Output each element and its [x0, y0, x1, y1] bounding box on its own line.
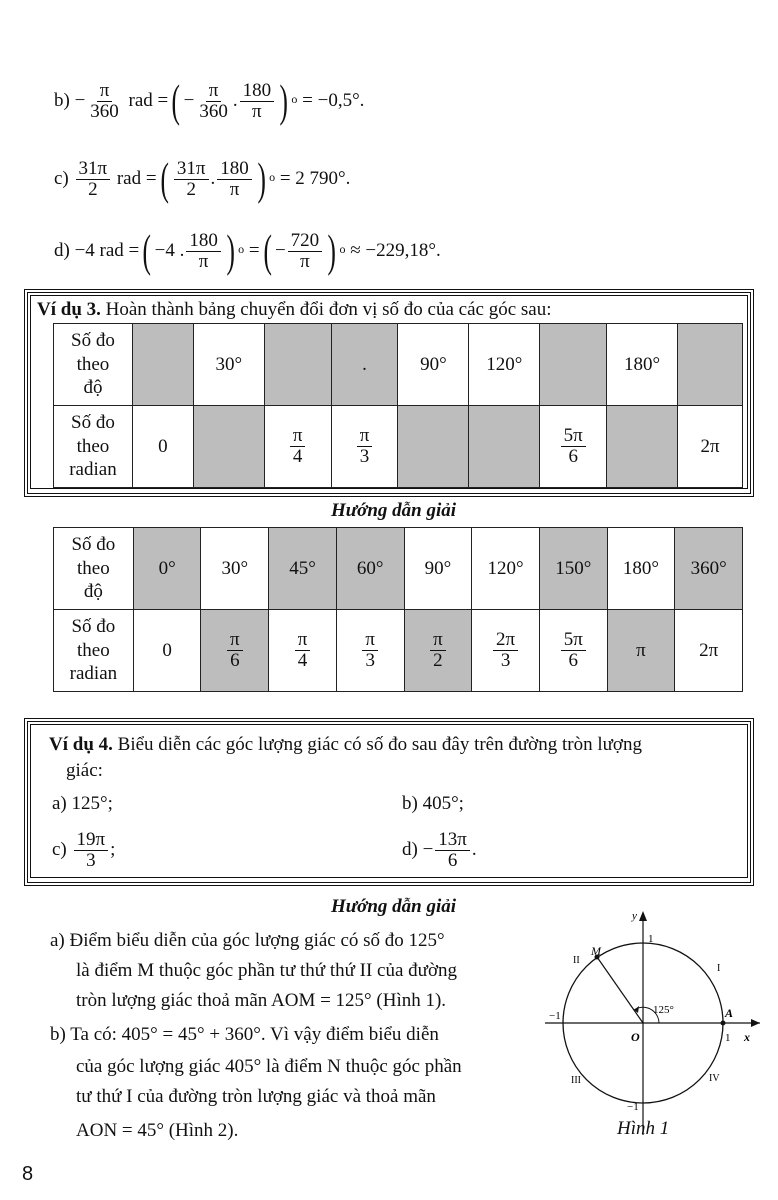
label-c: c)	[54, 168, 69, 189]
example3-table	[53, 323, 743, 488]
table-cell	[331, 324, 398, 406]
table-cell: 90°	[398, 324, 469, 406]
example-c: c) $\frac{31\pi}{2}$ rad = ( $\frac{31\pi}{2}$ . $\frac{180}{\pi}$ ) o = 2 790°.	[54, 153, 351, 204]
label-b: b)	[54, 90, 70, 111]
fraction: $\frac{180}{\pi}$	[217, 159, 252, 200]
rad-text: rad =	[128, 90, 169, 111]
table-cell: $\frac{\pi}{6}$	[201, 610, 269, 692]
example-b: b) − $\frac{\pi}{360}$ rad = ( − $\frac{\pi}{360}$ . $\frac{180}{\pi}$ ) o = −0,5°.	[54, 75, 365, 126]
guide-heading-1: Hướng dẫn giải	[331, 500, 457, 521]
label-minus-one-left: −1	[549, 1010, 561, 1022]
solution-b-line4: AON = 45° (Hình 2).	[76, 1120, 239, 1141]
label-one-right: 1	[725, 1032, 731, 1044]
label-minus-one-bottom: −1	[627, 1101, 639, 1113]
table-cell: $\frac{\pi}{3}$	[331, 406, 398, 488]
label-x: x	[744, 1030, 750, 1044]
page-number: 8	[22, 1163, 34, 1185]
table-cell: 30°	[193, 324, 264, 406]
table-cell: 120°	[472, 528, 540, 610]
table-cell: 2π	[675, 610, 743, 692]
table-cell: 2π	[678, 406, 743, 488]
label-d: d)	[54, 240, 70, 261]
label-O: O	[631, 1030, 640, 1044]
solution-a-line3: tròn lượng giác thoả mãn AOM = 125° (Hình 1).	[76, 990, 447, 1011]
table-cell	[469, 406, 540, 488]
figure-caption: Hình 1	[617, 1118, 670, 1139]
solution-a-line2: là điểm M thuộc góc phần tư thứ thứ II của đường	[76, 960, 458, 981]
table-row	[54, 528, 743, 610]
label-angle: 125°	[653, 1004, 674, 1016]
table-cell: 120°	[469, 324, 540, 406]
solution-b-line1: b) Ta có: 405° = 45° + 360°. Vì vậy điểm biểu diễn	[50, 1024, 439, 1045]
solution-b-line3: tư thứ I của đường tròn lượng giác và thoả mãn	[76, 1086, 436, 1107]
example4-text: Biểu diễn các góc lượng giác có số đo sau đây trên đường tròn lượng	[117, 734, 642, 755]
fraction: $\frac{\pi}{360}$	[90, 79, 119, 122]
table-row	[54, 610, 743, 692]
example3-title: Ví dụ 3.	[37, 299, 101, 320]
rad-text: rad =	[116, 168, 157, 189]
label-M: M	[591, 944, 601, 958]
solution-a-line1: a) Điểm biểu diễn của góc lượng giác có số đo 125°	[50, 930, 445, 951]
label-one-top: 1	[648, 933, 654, 945]
example-d: d) −4 rad = ( −4 . $\frac{180}{\pi}$ ) o = ( − $\frac{720}{\pi}$ ) o ≈ −229,18°.	[54, 225, 441, 276]
fraction: $\frac{31\pi}{2}$	[174, 159, 209, 200]
unit-circle-figure	[535, 905, 770, 1145]
guide-heading-2: Hướng dẫn giải	[331, 896, 457, 917]
table-row	[54, 406, 743, 488]
label-y: y	[632, 910, 637, 922]
table-row	[54, 324, 743, 406]
example4-item-b: b) 405°;	[402, 793, 464, 814]
header-degree: Số đo theo độ	[54, 528, 134, 610]
solution-table	[53, 527, 743, 692]
example4-item-a: a) 125°;	[52, 793, 113, 814]
table-cell: π	[607, 610, 675, 692]
example4-line1	[49, 734, 642, 756]
label-quadrant-III: III	[571, 1075, 581, 1086]
table-cell: 150°	[539, 528, 607, 610]
table-cell: $\frac{\pi}{4}$	[269, 610, 337, 692]
fraction: $\frac{180}{\pi}$	[240, 81, 275, 122]
table-cell: 0	[132, 406, 193, 488]
table-cell	[132, 324, 193, 406]
result-d: ≈ −229,18°.	[350, 240, 441, 261]
example4-title: Ví dụ 4.	[49, 734, 113, 755]
header-radian: Số đo theo radian	[54, 610, 134, 692]
example3-text: Hoàn thành bảng chuyển đổi đơn vị số đo của các góc sau:	[105, 299, 552, 320]
table-cell	[540, 324, 607, 406]
fraction: $\frac{\pi}{360}$	[199, 79, 228, 122]
table-cell	[193, 406, 264, 488]
table-cell: 90°	[404, 528, 472, 610]
fraction: $\frac{180}{\pi}$	[186, 231, 221, 272]
header-degree: Số đo theo độ	[54, 324, 133, 406]
table-cell: 180°	[607, 324, 678, 406]
table-cell: $\frac{5\pi}{6}$	[540, 406, 607, 488]
result-c: = 2 790°.	[279, 168, 351, 189]
example4-item-d: d) − $\frac{13\pi}{6}$ .	[402, 829, 477, 871]
table-cell: $\frac{2\pi}{3}$	[472, 610, 540, 692]
table-cell	[607, 406, 678, 488]
equals: =	[248, 240, 260, 261]
table-cell: $\frac{\pi}{4}$	[264, 406, 331, 488]
factor-d: −4 .	[154, 240, 185, 261]
table-cell: 0	[133, 610, 201, 692]
example3-heading	[37, 299, 552, 321]
solution-b-line2: của góc lượng giác 405° là điểm N thuộc góc phần	[76, 1056, 462, 1077]
table-cell: 180°	[607, 528, 675, 610]
fraction: $\frac{31\pi}{2}$	[76, 159, 111, 200]
rad-text: rad =	[99, 240, 140, 261]
table-cell: $\frac{\pi}{3}$	[336, 610, 404, 692]
point-A	[721, 1021, 726, 1026]
table-cell	[264, 324, 331, 406]
label-quadrant-IV: IV	[709, 1073, 720, 1084]
label-quadrant-I: I	[717, 963, 721, 974]
fraction: $\frac{720}{\pi}$	[288, 231, 323, 272]
lhs-d: −4	[74, 240, 95, 261]
table-cell: 45°	[269, 528, 337, 610]
table-cell	[678, 324, 743, 406]
label-quadrant-II: II	[573, 955, 580, 966]
example4-line2: giác:	[66, 760, 103, 781]
result-b: = −0,5°.	[302, 90, 365, 111]
table-cell: 360°	[675, 528, 743, 610]
label-A: A	[725, 1006, 734, 1020]
header-radian: Số đo theo radian	[54, 406, 133, 488]
example4-item-c: c) $\frac{19\pi}{3}$ ;	[52, 829, 116, 871]
table-cell: $\frac{5\pi}{6}$	[539, 610, 607, 692]
table-cell: 0°	[133, 528, 201, 610]
table-cell: 30°	[201, 528, 269, 610]
x-arrow	[751, 1019, 760, 1027]
table-cell: $\frac{\pi}{2}$	[404, 610, 472, 692]
radius-OM	[597, 957, 643, 1023]
table-cell: 60°	[336, 528, 404, 610]
table-cell	[398, 406, 469, 488]
y-arrow	[639, 911, 647, 921]
dot-mark: .	[362, 353, 367, 375]
